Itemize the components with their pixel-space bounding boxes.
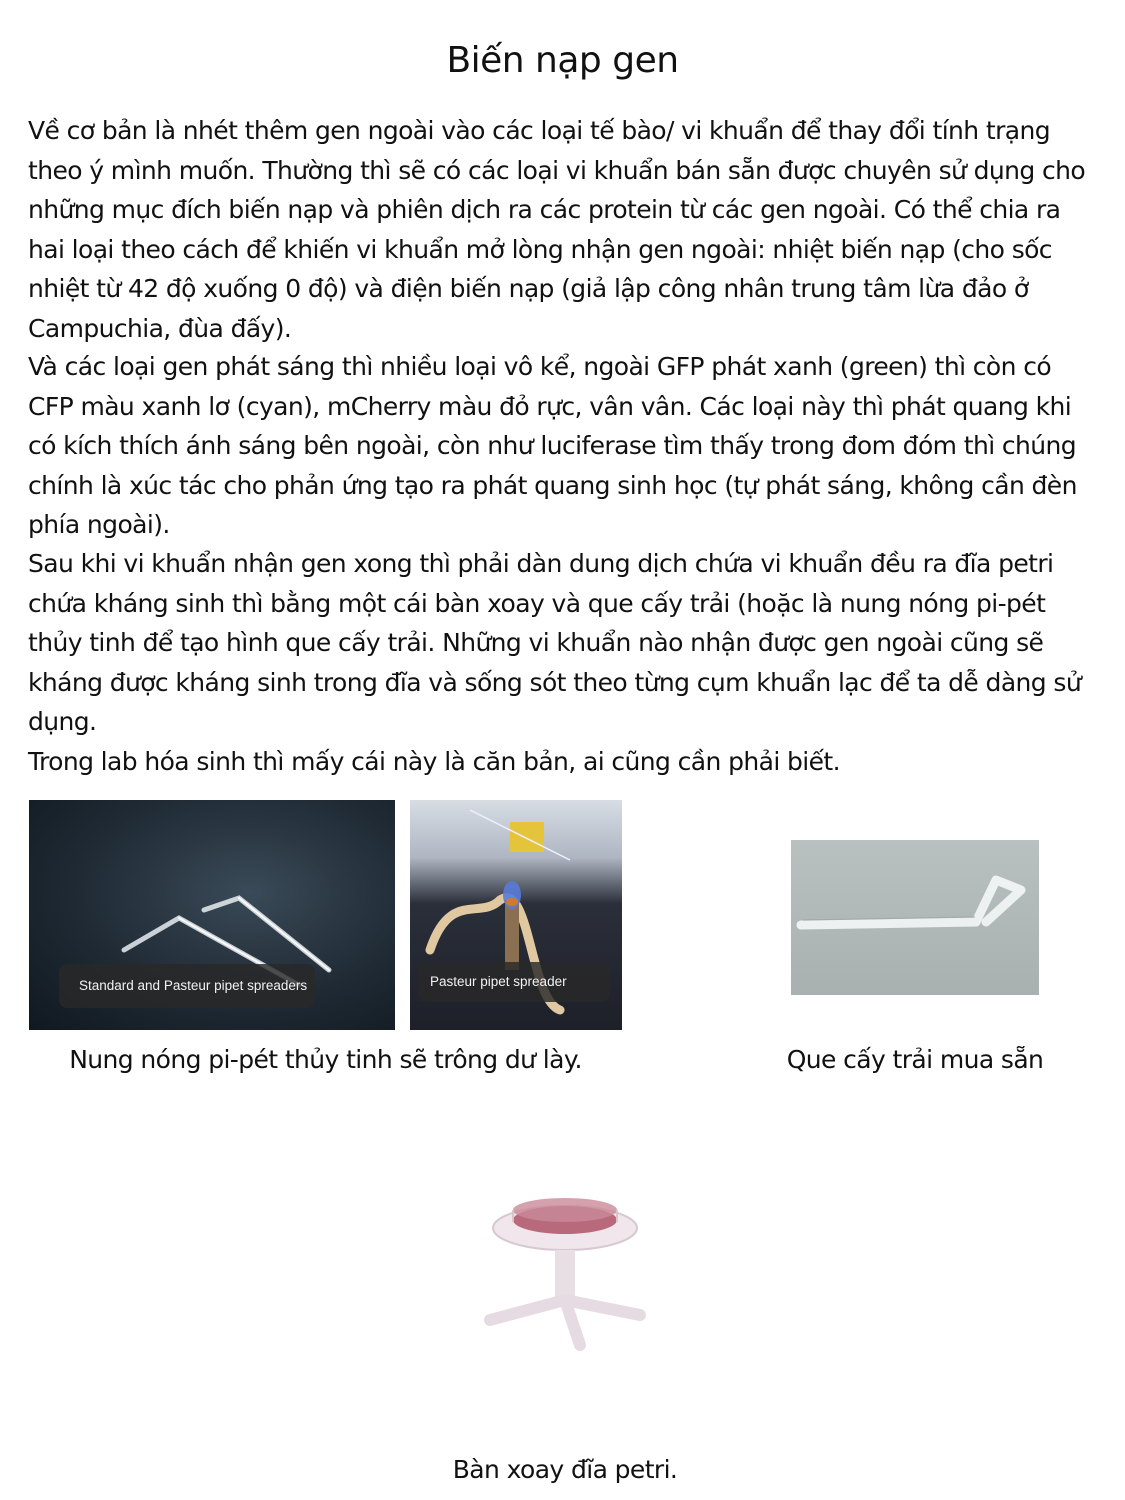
glass-spreader-illustration [791,840,1039,995]
caption-spreader: Que cấy trải mua sẵn [786,1045,1044,1074]
caption-pipette: Nung nóng pi-pét thủy tinh sẽ trông dư lày. [69,1045,582,1074]
spreaders-photo [29,800,395,1030]
photo-label: Pasteur pipet spreader [418,962,610,1002]
store-spreader-photo [791,840,1039,995]
page-title: Biến nạp gen [446,40,679,81]
paragraph-plating [28,544,1103,781]
paragraph-transformation-intro: Về cơ bản là nhét thêm gen ngoài vào các loại tế bào/ vi khuẩn để thay đổi tính trạng theo ý mình muốn. Thường thì sẽ có các loại vi khuẩn bán sẵn được chuyên sử dụng cho những mục đích biến nạp và phiên dịch ra các protein từ các gen ngoài. Có thể chia ra hai loại theo cách để khiến vi khuẩn mở lòng nhận gen ngoài: nhiệt biến nạp (cho sốc nhiệt từ 42 độ xuống 0 độ) và điện biến nạp (giả lập công nhân trung tâm lừa đảo ở Campuchia, đùa đấy). [28,116,1086,343]
petri-turntable-illustration [470,1180,660,1355]
turntable-photo [470,1180,660,1355]
burner-photo [410,800,622,1030]
plating-text: Sau khi vi khuẩn nhận gen xong thì phải dàn dung dịch chứa vi khuẩn đều ra đĩa petri chứa kháng sinh thì bằng một cái bàn xoay và que cấy trải (hoặc là nung nóng pi-pét thủy tinh để tạo hình que cấy trải. Những vi khuẩn nào nhận được gen ngoài cũng sẽ kháng được kháng sinh trong đĩa và sống sót theo từng cụm khuẩn lạc để ta dễ dàng sử dụng. [28,549,1082,736]
plating-note: Trong lab hóa sinh thì mấy cái này là căn bản, ai cũng cần phải biết. [28,746,840,776]
photo-label: Standard and Pasteur pipet spreaders [59,964,315,1008]
paragraph-fluorescent-genes: Và các loại gen phát sáng thì nhiều loại vô kể, ngoài GFP phát xanh (green) thì còn có CFP màu xanh lơ (cyan), mCherry màu đỏ rực, vân vân. Các loại này thì phát quang khi có kích thích ánh sáng bên ngoài, còn như luciferase tìm thấy trong đom đóm thì chúng chính là xúc tác cho phản ứng tạo ra phát quang sinh học (tự phát sáng, không cần đèn phía ngoài). [28,352,1077,539]
caption-turntable: Bàn xoay đĩa petri. [452,1455,678,1484]
